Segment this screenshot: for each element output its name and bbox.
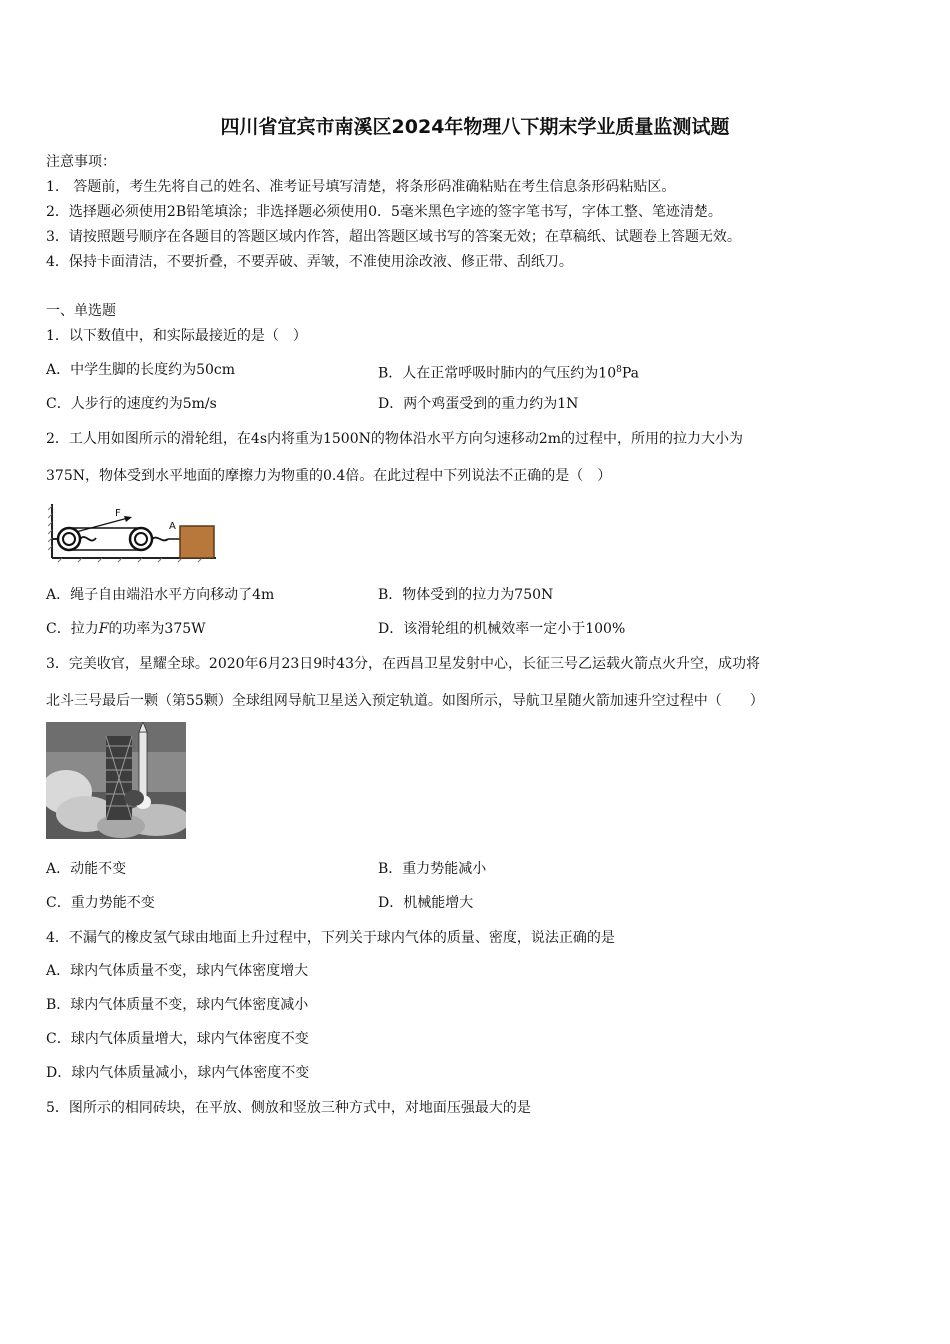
q4-stem: 4．不漏气的橡皮氢气球由地面上升过程中，下列关于球内气体的质量、密度，说法正确的是: [46, 930, 615, 946]
section-heading: 一、单选题: [46, 303, 116, 319]
q2-stem-line2: 375N，物体受到水平地面的摩擦力为物重的0.4倍。在此过程中下列说法不正确的是（ ）: [46, 468, 612, 484]
rocket-launch-photo: [46, 722, 186, 839]
q4-option-b: B．球内气体质量不变，球内气体密度减小: [46, 997, 309, 1013]
q2-option-d: D．该滑轮组的机械效率一定小于100%: [378, 621, 626, 637]
q2-option-c: C．拉力F的功率为375W: [46, 621, 206, 637]
notice-heading: 注意事项：: [46, 154, 116, 170]
notice-item: 4．保持卡面清洁，不要折叠，不要弄破、弄皱，不准使用涂改液、修正带、刮纸刀。: [46, 254, 573, 270]
q1-option-a: A．中学生脚的长度约为50cm: [46, 362, 236, 378]
q1-stem: 1．以下数值中，和实际最接近的是（ ）: [46, 328, 307, 344]
q4-option-d: D．球内气体质量减小，球内气体密度不变: [46, 1065, 310, 1081]
q3-stem-line2: 北斗三号最后一颗（第55颗）全球组网导航卫星送入预定轨道。如图所示，导航卫星随火箭加速升空过程中（ ）: [46, 693, 764, 709]
q4-option-c: C．球内气体质量增大，球内气体密度不变: [46, 1031, 309, 1047]
label-a: A: [169, 521, 176, 532]
q5-stem: 5．图所示的相同砖块，在平放、侧放和竖放三种方式中，对地面压强最大的是: [46, 1100, 531, 1116]
notice-item: 1. 答题前，考生先将自己的姓名、准考证号填写清楚，将条形码准确粘贴在考生信息条形码粘贴区。: [46, 179, 676, 195]
q2-stem-line1: 2．工人用如图所示的滑轮组，在4s内将重为1500N的物体沿水平方向匀速移动2m的过程中，所用的拉力大小为: [46, 431, 744, 447]
q1-option-c: C．人步行的速度约为5m/s: [46, 396, 217, 412]
q1-option-d: D．两个鸡蛋受到的重力约为1N: [378, 396, 579, 412]
q4-option-a: A．球内气体质量不变，球内气体密度增大: [46, 963, 309, 979]
q2-option-b: B．物体受到的拉力为750N: [378, 587, 554, 603]
q3-stem-line1: 3．完美收官，星耀全球。2020年6月23日9时43分，在西昌卫星发射中心，长征三号乙运载火箭点火升空，成功将: [46, 656, 760, 672]
exam-title: 四川省宜宾市南溪区2024年物理八下期末学业质量监测试题: [220, 116, 730, 138]
block-a: [180, 526, 214, 558]
q1-option-b: B．人在正常呼吸时肺内的气压约为$10^8Pa$: [378, 365, 639, 382]
label-f: F: [115, 508, 121, 519]
q2-option-a: A．绳子自由端沿水平方向移动了4m: [46, 587, 275, 603]
notice-item: 3．请按照题号顺序在各题目的答题区域内作答，超出答题区域书写的答案无效；在草稿纸、试题卷上答题无效。: [46, 229, 741, 245]
notice-item: 2．选择题必须使用2B铅笔填涂；非选择题必须使用0．5毫米黑色字迹的签字笔书写，字体工整、笔迹清楚。: [46, 204, 722, 220]
q3-option-a: A．动能不变: [46, 861, 127, 877]
q3-option-d: D．机械能增大: [378, 895, 474, 911]
pulley-diagram: [48, 502, 218, 564]
q3-option-b: B．重力势能减小: [378, 861, 487, 877]
q3-option-c: C．重力势能不变: [46, 895, 155, 911]
